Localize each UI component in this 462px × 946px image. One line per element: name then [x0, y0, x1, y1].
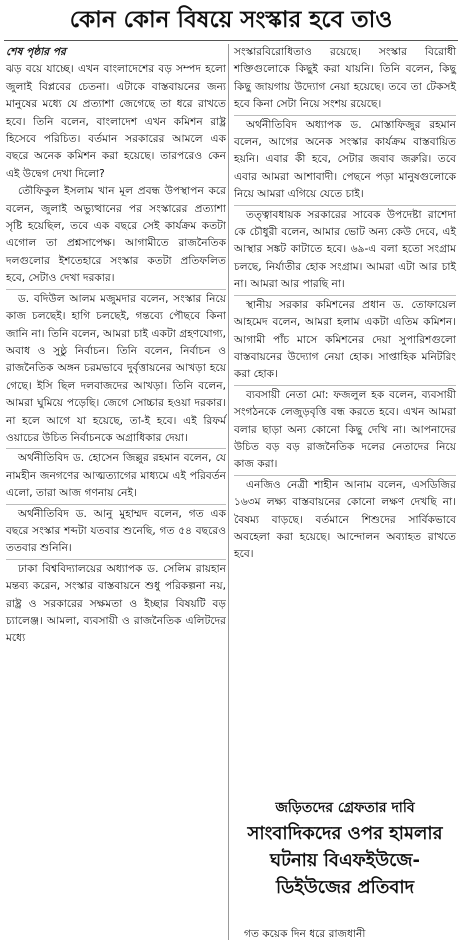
sub-story-body: গত কয়েক দিন ধরে রাজধানী	[244, 928, 366, 940]
paragraph: তৌফিকুল ইসলাম খান মূল প্রবন্ধ উপস্থাপন করে বলেন, জুলাই অভ্যুত্থানের পর সংস্কারের প্রত্যাশা সৃষ্টি হয়েছিল, তবে এক বছরে সেই কার্যক্রম কতটা এগোল তা প্রশ্নসাপেক্ষ। আগামীতে রাজনৈতিক দলগুলোর ইশতেহারে সংস্কার কতটা প্রতিফলিত হবে, সেটাও দেখা দরকার।	[6, 183, 226, 289]
paragraph: ব্যবসায়ী নেতা মো: ফজলুল হক বলেন, ব্যবসায়ী সংগঠনকে লেজুড়বৃত্তি বন্ধ করতে হবে। এখন আমরা বলার ছাড়া অন্য কোনো কিছু দেখি না। আপনাদের উচিত বড় বড় রাজনৈতিক দলের নেতাদের নিয়ে কাজ করা।	[234, 387, 456, 476]
paragraph: অর্থনীতিবিদ অধ্যাপক ড. মোস্তাফিজুর রহমান বলেন, আগের অনেক সংস্কার কার্যক্রম বাস্তবায়িত হয়নি। এবার কী হবে, সেটার জবাব জরুরি। তবে এবার আমরা আশাবাদী। পেছনে পড়া মানুষগুলোকে নিয়ে আমরা এগিয়ে যেতে চাই।	[234, 117, 456, 206]
paragraph: সংস্কারবিরোধিতাও রয়েছে। সংস্কার বিরোধী শক্তিগুলোকে কিছুই করা যায়নি। তিনি বলেন, কিছু কিছু জায়গায় উদ্যোগ নেয়া হয়েছে। তবে তা টেকসই হবে কিনা সেটা নিয়ে সংশয় রয়েছে।	[234, 44, 456, 116]
right-column	[234, 44, 456, 564]
column-divider	[228, 44, 229, 940]
paragraph: তত্ত্বাবধায়ক সরকারের সাবেক উপদেষ্টা রাশেদা কে চৌধুরী বলেন, আমার ভোট অন্য কেউ দেবে, এই আস্থার সঙ্কট কাটাতে হবে। ৬৯-এ বলা হতো সংগ্রাম চলছে, নির্যাতীর হোক সংগ্রাম। আমরা এটা আর চাই না। আমরা আর পারছি না।	[234, 207, 456, 296]
headline: কোন কোন বিষয়ে সংস্কার হবে তাও	[69, 7, 393, 33]
headline-rule	[4, 40, 458, 41]
continued-label: শেষ পৃষ্ঠার পর	[6, 46, 66, 58]
paragraph: ড. বদিউল আলম মজুমদার বলেন, সংস্কার নিয়ে কাজ চলছেই। হাগি চলছেই, গন্তব্যে পৌছবে কিনা জানি না। তিনি বলেন, আমরা চাই একটা গ্রহণযোগ্য, অবাধ ও সুষ্ঠু নির্বাচন। তিনি বলেন, নির্বাচন ও রাজনৈতিক অঙ্গন চরমভাবে দুর্বৃত্তায়নের আখড়া হয়ে গেছে। ইসি ছিল দলবাজদের আখড়া। তিনি বলেন, আমরা ঘুমিয়ে পড়েছি। জেগে সোচ্চার হওয়া দরকার। না হলে আগে যা হয়েছে, তা-ই হবে। এই রিফর্ম ওয়াচের উচিত নির্বাচনকে অগ্রাধিকার দেয়া।	[6, 291, 226, 450]
paragraph: অর্থনীতিবিদ ড. হোসেন জিল্লুর রহমান বলেন, যে নামহীন জনগণের আত্মত্যাগের মাধ্যমে এই পরিবর্তন এলো, তারা আজ গণনায় নেই।	[6, 450, 226, 504]
sub-story-kicker: জড়িতদের গ্রেফতার দাবি	[275, 800, 415, 816]
paragraph: ঢাকা বিশ্ববিদ্যালয়ের অধ্যাপক ড. সেলিম রায়হান মন্তব্য করেন, সংস্কার বাস্তবায়নে শুধু পরিকল্পনা নয়, রাষ্ট্র ও সরকারের সক্ষমতা ও ইচ্ছার বিষয়টি বড় চ্যালেঞ্জ। আমলা, ব্যবসায়ী ও রাজনৈতিক এলিটদের মধ্যে	[6, 562, 226, 645]
paragraph: অর্থনীতিবিদ ড. আনু মুহাম্মদ বলেন, গত এক বছরে সংস্কার শব্দটা যতবার শুনেছি, গত ৫৪ বছরেও ততবার শুনিনি।	[6, 506, 226, 560]
paragraph: ঝড় বয়ে যাচ্ছে। এখন বাংলাদেশের বড় সম্পদ হলো জুলাই বিপ্লবের চেতনা। এটাকে বাস্তবায়নের জন্য মানুষের মধ্যে যে প্রত্যাশা জেগেছে তা ধরে রাখতে হবে। তিনি বলেন, বাংলাদেশ এখন কমিশন রাষ্ট্র হিসেবে পরিচিত। বর্তমান সরকারের আমলে এক বছরে অনেক কমিশন করা হয়েছে। তারপরেও কেন এই উদ্বেগ দেখা দিলো?	[6, 63, 226, 180]
paragraph: স্থানীয় সরকার কমিশনের প্রধান ড. তোফায়েল আহমেদ বলেন, আমরা হলাম একটা এতিম কমিশন। আগামী পাঁচ মাসে কমিশনের দেয়া সুপারিশগুলো বাস্তবায়নের উদ্যোগ নেয়া হোক। সাপ্তাহিক মনিটরিং করা হোক।	[234, 297, 456, 386]
sub-story-headline: সাংবাদিকদের ওপর হামলার ঘটনায় বিএফইউজে-ডিইউজের প্রতিবাদ	[247, 823, 443, 898]
paragraph: এনজিও নেত্রী শাহীন আনাম বলেন, এসডিজির ১৬৩ম লক্ষ্য বাস্তবায়নের কোনো লক্ষণ দেখছি না। বৈষম্য বাড়ছে। বর্তমানে শিশুদের সার্বিকভাবে অবহেলা করা হয়েছে। আন্দোলন অব্যাহত রাখতে হবে।	[234, 478, 456, 561]
left-column	[6, 44, 226, 648]
